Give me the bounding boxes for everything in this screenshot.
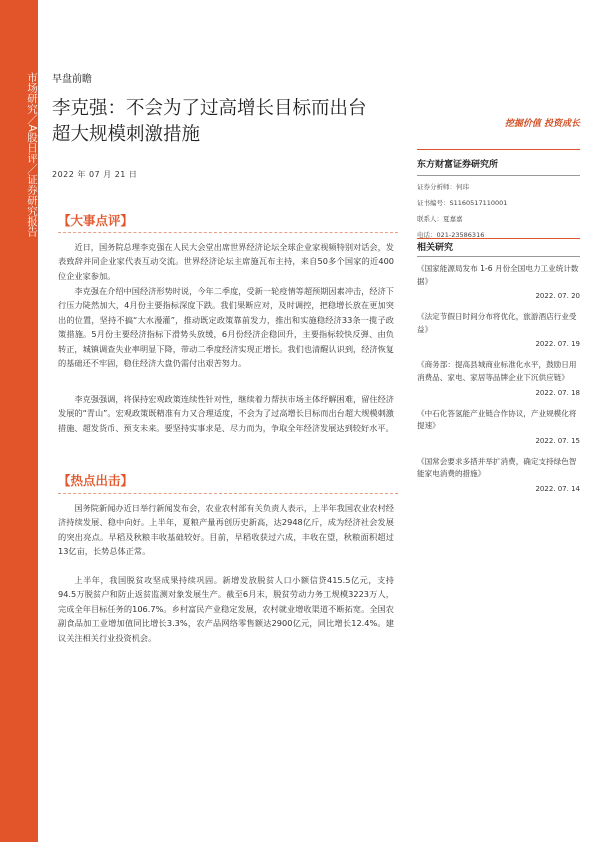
paragraph: 李克强在介绍中国经济形势时说，今年二季度，受新一轮疫情等超预期因素冲击，经济下行压力陡然加大，4月份主要指标深度下跌。我们果断应对，及时调控，把稳增长放在更加突出的位置，坚持不搞“大水漫灌”，推动既定政策靠前发力，推出和实施稳经济33条一揽子政策措施。5月份主要经济指标下滑势头放缓，6月份经济企稳回升，主要指标较快反弹、由负转正，城镇调查失业率明显下降，带动二季度经济实现正增长。我们也清醒认识到，经济恢复的基础还不牢固，稳住经济大盘仍需付出艰苦努力。 [58,286,394,369]
related-item-title[interactable]: 《中石化答氢能产业链合作协议，产业规模化将提速》 [417,408,577,431]
section-divider [58,493,398,494]
related-item-date: 2022. 07. 18 [535,388,580,397]
side-color-bar [0,0,38,842]
related-item[interactable] [417,263,580,300]
related-divider [417,256,580,257]
report-date: 2022 年 07 月 21 日 [52,170,138,179]
related-item-title[interactable]: 《国常会要求多措并举扩消费，确定支持绿色智能家电消费的措施》 [417,456,577,479]
related-item-title[interactable]: 《商务部：提高县城商业标准化水平，鼓励日用消费品、家电、家居等品牌企业下沉供应链》 [417,360,577,382]
slogan: 挖掘价值 投资成长 [504,119,580,129]
page-title [52,96,397,148]
paragraph: 国务院新闻办近日举行新闻发布会，农业农村部有关负责人表示，上半年我国农业农村经济持续发展、稳中向好。上半年，夏粮产量再创历史新高，达2948亿斤，成为经济社会发展的突出亮点。早稻及秋粮丰收基础较好。目前，早稻收获过六成，丰收在望，秋粮面积超过13亿亩，长势总体正常。 [58,503,394,557]
section-heading-hot-topics: 【热点出击】 [58,473,134,488]
related-item[interactable] [417,456,580,493]
related-item-date: 2022. 07. 19 [535,340,580,349]
paragraph: 李克强强调，将保持宏观政策连续性针对性，继续着力帮扶市场主体纾解困难，留住经济发展的“青山”。宏观政策既精准有力又合理适度，不会为了过高增长目标而出台超大规模刺激措施、超发货币、预支未来。要坚持实事求是、尽力而为，争取全年经济发展达到较好水平。 [58,394,394,433]
institute-name: 东方财富证券研究所 [417,160,499,170]
related-item[interactable] [417,408,580,445]
paragraph: 近日，国务院总理李克强在人民大会堂出席世界经济论坛全球企业家视频特别对话会，发表致辞并同企业家代表互动交流。世界经济论坛主席施瓦布主持，来自50多个国家的近400位企业家参加。 [58,242,394,281]
related-item-title[interactable]: 《法定节假日时间分布将优化，旅游酒店行业受益》 [417,312,577,334]
institute-top-rule [417,149,580,150]
certificate-number: 证书编号：S1160517110001 [417,199,508,207]
section-heading-major-events: 【大事点评】 [58,213,134,228]
analyst-info: 证券分析师：何玮 [417,183,469,191]
contact-person: 联系人：夏嘉嘉 [417,215,463,223]
institute-panel [417,149,580,243]
related-item-date: 2022. 07. 14 [535,484,580,493]
related-item-date: 2022. 07. 20 [535,292,580,301]
related-research-heading: 相关研究 [417,243,454,253]
paragraph: 上半年，我国脱贫攻坚成果持续巩固。新增发放脱贫人口小额信贷415.5亿元，支持94.5万脱贫户和防止返贫监测对象发展生产。截至6月末，脱贫劳动力务工规模3223万人，完成全年目标任务的106.7%。乡村富民产业稳定发展，农村就业增收渠道不断拓宽。全国农副食品加工业增加值同比增长3.3%，农产品网络零售额达2900亿元，同比增长12.4%。建议关注相关行业投资机会。 [58,575,394,643]
sidebar-category-text: 市场研究／A股日评／证券研究报告 [26,72,38,237]
related-item-date: 2022. 07. 15 [535,436,580,445]
related-item[interactable] [417,359,580,396]
section-divider [58,232,398,233]
related-item[interactable] [417,311,580,348]
title-line-2: 超大规模刺激措施 [52,124,201,145]
related-top-rule [417,238,580,239]
contact-phone: 电话：021-23586316 [417,231,485,239]
title-line-1: 李克强：不会为了过高增长目标而出台 [52,98,367,119]
related-research-panel [417,238,580,504]
institute-divider [417,175,580,176]
related-item-title[interactable]: 《国家能源局发布 1-6 月份全国电力工业统计数据》 [417,264,579,286]
report-label: 早盘前瞻 [52,74,92,85]
